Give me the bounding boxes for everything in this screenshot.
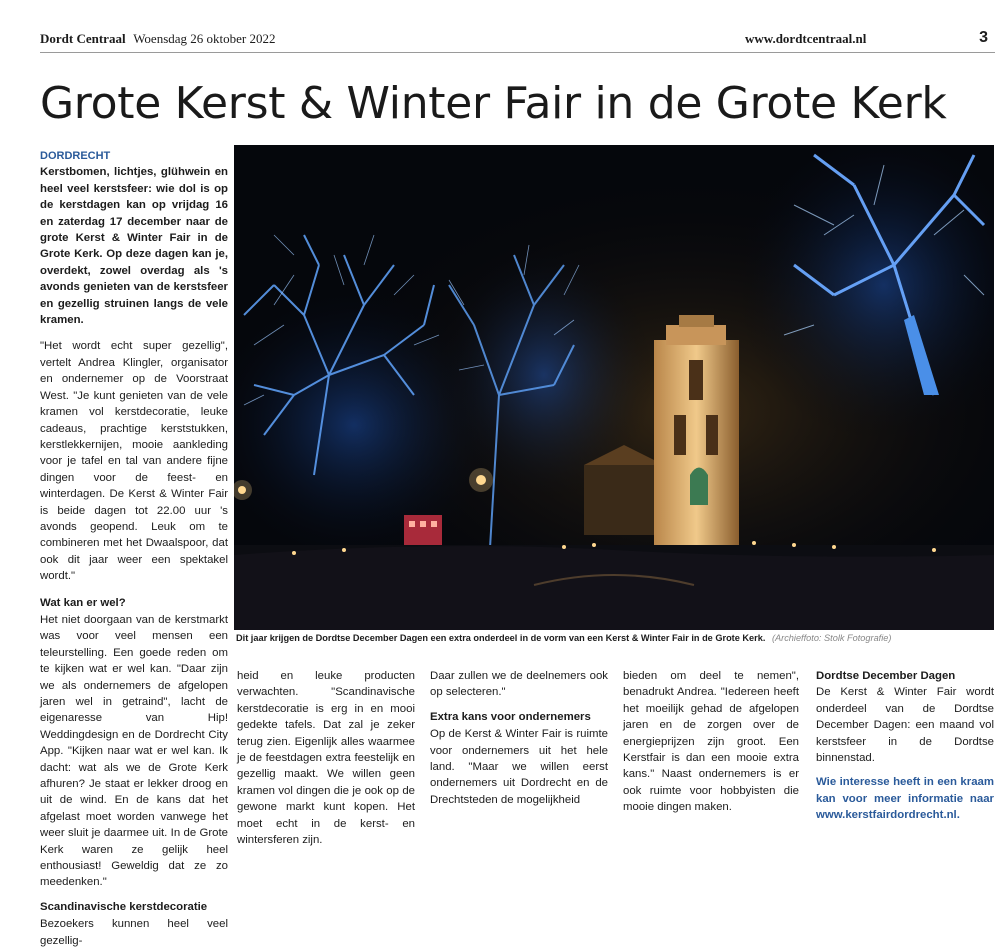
website-link[interactable]: www.dordtcentraal.nl	[745, 31, 867, 46]
paragraph: "Het wordt echt super gezellig", vertelt Andrea Klingler, organisator en ondernemer op de Voorstraat West. "Je kunt genieten van de vele kramen vol kerstdecoratie, leuke cadeaus, prachtige kerststukken, kerstlekkernijen, mooie aankleding voor je tafel en tal van andere fijne dingen voor de feest- en winterdagen. De Kerst & Winter Fair is beide dagen tot 22.00 uur 's avonds geopend. Leuk om te combineren met het Dwaalspoor, dat ook dit jaar weer een spektakel wordt."	[40, 340, 228, 583]
paragraph: Op de Kerst & Winter Fair is ruimte voor ondernemers uit het hele land. "Maar we willen eerst ondernemers uit Dordrecht en de Drechtsteden de mogelijkheid	[430, 728, 608, 806]
article-column-2	[237, 668, 415, 848]
page-header	[40, 31, 988, 51]
subheading: Wat kan er wel?	[40, 596, 126, 609]
dateline: DORDRECHT	[40, 150, 111, 162]
grote-kerk-night-photo	[234, 145, 994, 630]
page-number: 3	[979, 29, 988, 46]
article-headline: Grote Kerst & Winter Fair in de Grote Kerk	[40, 78, 947, 129]
paragraph: Daar zullen we de deelnemers ook op selecteren."	[430, 670, 608, 699]
photo-caption	[236, 633, 996, 643]
info-box-link[interactable]: Wie interesse heeft in een kraam kan voor meer informatie naar www.kerstfairdordrecht.nl.	[816, 776, 994, 822]
paragraph: Bezoekers kunnen heel veel gezellig-	[40, 918, 228, 947]
issue-date: Woensdag 26 oktober 2022	[133, 31, 276, 46]
photo-credit: (Archieffoto: Stolk Fotografie)	[771, 633, 892, 643]
paragraph: Het niet doorgaan van de kerstmarkt was voor veel mensen een teleurstelling. Een goede reden om te kijken wat er wel kan. "Daar zijn we als ondernemers de afgelopen jaren wel in getraind", lacht de eigenaresse van Hip! Weddingdesign en de Dordrecht City App. "Kijken naar wat er wel kan. Ik dacht: wat als we de Grote Kerk afhuren? Je staat er lekker droog en uit de wind. En de kans dat het afgelast moet worden vanwege het weer sluit je daarmee uit. In de Grote Kerk waren ze gelijk heel enthousiast! Geweldig dat ze zo meedenken."	[40, 613, 228, 889]
paragraph: bieden om deel te nemen", benadrukt Andrea. "Iedereen heeft het moeilijk gehad de afgelopen jaren en de zorgen over de energieprijzen zijn groot. Een Kerstfair is dan een mooie extra kans." Naast ondernemers is er ook ruimte voor hobbyisten die mooie dingen maken.	[623, 670, 799, 814]
publication-name: Dordt Centraal	[40, 31, 126, 46]
paragraph: heid en leuke producten verwachten. "Scandinavische kerstdecoratie is erg in en mooi gedekte tafels. Dat zal je zeker terug zien. Eigenlijk alles waarmee je de feestdagen extra feestelijk en gezellig maakt. We willen geen kramen vol dingen die je ook op de gewone markt kunt kopen. Het moet echt in de kerst- en wintersferen zijn.	[237, 670, 415, 847]
article-column-1	[40, 148, 228, 949]
article-photo	[234, 145, 994, 630]
subheading: Scandinavische kerstdecoratie	[40, 900, 208, 913]
info-box-heading: Dordtse December Dagen	[816, 670, 956, 682]
caption-text: Dit jaar krijgen de Dordtse December Dagen een extra onderdeel in de vorm van een Kerst & Winter Fair in de Grote Kerk.	[236, 633, 766, 643]
subheading: Extra kans voor ondernemers	[430, 710, 591, 723]
header-divider	[40, 52, 995, 53]
article-column-3	[430, 668, 608, 808]
info-box	[816, 668, 994, 824]
article-lead: Kerstbomen, lichtjes, glühwein en heel veel kerstsfeer: wie dol is op de kerstdagen kan op vrijdag 16 en zaterdag 17 december naar de grote Kerst & Winter Fair in de Grote Kerk. Op deze dagen kan je, overdekt, zowel overdag als 's avonds genieten van de kerstsfeer en gezellig struinen langs de vele kramen.	[40, 166, 228, 327]
article-column-4	[623, 668, 799, 816]
info-box-text: De Kerst & Winter Fair wordt onderdeel van de Dordtse December Dagen: een maand vol kerstsfeer in de Dordtse binnenstad.	[816, 686, 994, 765]
